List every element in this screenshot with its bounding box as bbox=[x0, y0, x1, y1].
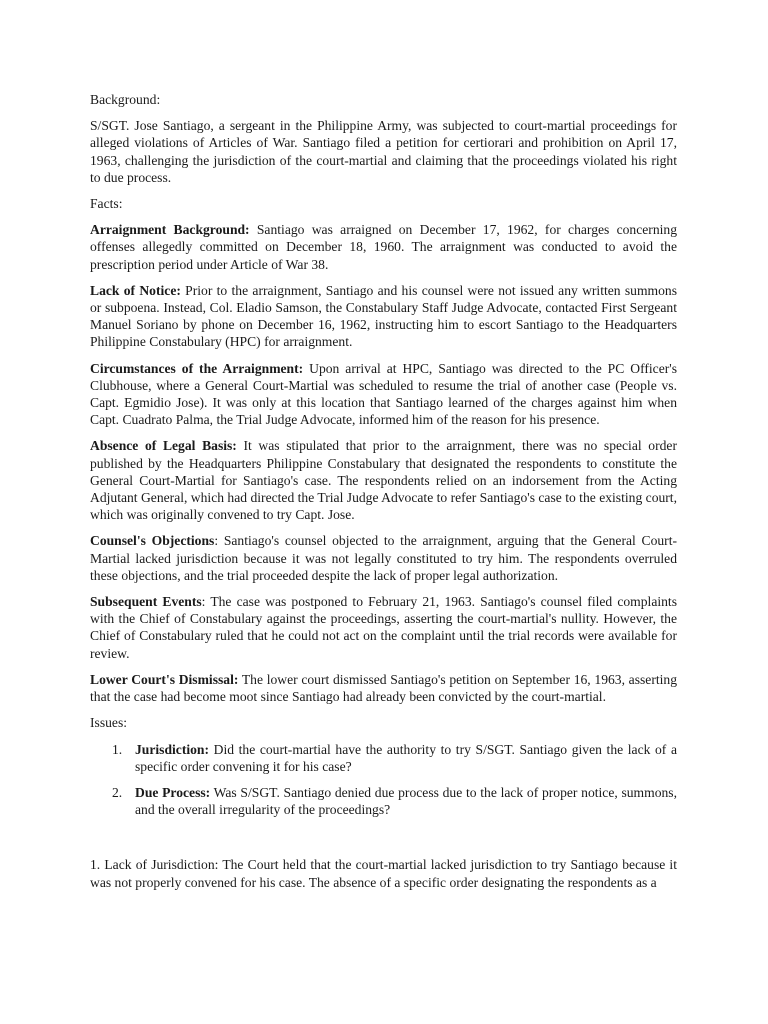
issue-item-jurisdiction bbox=[90, 741, 677, 775]
issues-list bbox=[90, 741, 677, 819]
fact-text: Upon arrival at HPC, Santiago was directed to the PC Officer's Clubhouse, where a General Court-Martial was scheduled to resume the trial of another case (People vs. Capt. Egmidio Jose). It was only at this location that Santiago learned of the charges against him when Capt. Cuadrato Palma, the Trial Judge Advocate, informed him of the reason for his presence. bbox=[90, 360, 677, 428]
issue-number: 1. bbox=[112, 741, 123, 757]
fact-title: Subsequent Events bbox=[90, 594, 202, 610]
fact-title: Arraignment Background: bbox=[90, 222, 250, 238]
document-body bbox=[90, 91, 677, 900]
fact-text: It was stipulated that prior to the arraignment, there was no special order published by the Headquarters Philippine Constabulary that designated the respondents to constitute the General Court-Martial for Santiago's case. The respondents relied on an indorsement from the Acting Adjutant General, which had directed the Trial Judge Advocate to refer Santiago's case to the existing court, which was originally convened to try Capt. Jose. bbox=[90, 438, 677, 523]
fact-title: Absence of Legal Basis: bbox=[90, 438, 237, 454]
fact-text: Santiago was arraigned on December 17, 1962, for charges concerning offenses allegedly committed on December 18, 1960. The arraignment was conducted to avoid the prescription period under Article of War 38. bbox=[90, 222, 677, 272]
fact-text: : The case was postponed to February 21, 1963. Santiago's counsel filed complaints with the Chief of Constabulary against the proceedings, asserting the court-martial's nullity. However, the Chief of Constabulary ruled that he could not act on the complaint until the trial records were available for review. bbox=[90, 594, 677, 661]
fact-text: Prior to the arraignment, Santiago and his counsel were not issued any written summons or subpoena. Instead, Col. Eladio Samson, the Constabulary Staff Judge Advocate, contacted First Sergeant Manuel Soriano by phone on December 16, 1962, instructing him to escort Santiago to the Headquarters Philippine Constabulary (HPC) for arraignment. bbox=[90, 282, 677, 350]
fact-title: Counsel's Objections bbox=[90, 533, 215, 549]
background-paragraph: S/SGT. Jose Santiago, a sergeant in the Philippine Army, was subjected to court-martial proceedings for alleged violations of Articles of War. Santiago filed a petition for certiorari and prohibition on April 17, 1963, challenging the jurisdiction of the court-martial and claiming that the proceedings violated his right to due process. bbox=[90, 118, 677, 185]
issue-text: Was S/SGT. Santiago denied due process due to the lack of proper notice, summons, and the overall irregularity of the proceedings? bbox=[135, 784, 677, 818]
fact-paragraph-subsequent-events bbox=[90, 593, 677, 662]
issue-number: 2. bbox=[112, 784, 123, 800]
fact-paragraph-lack-of-notice bbox=[90, 282, 677, 351]
fact-paragraph-circumstances bbox=[90, 360, 677, 429]
issue-title: Jurisdiction: bbox=[135, 741, 210, 757]
fact-paragraph-absence-of-legal-basis bbox=[90, 437, 677, 523]
section-spacer bbox=[90, 827, 677, 856]
fact-title: Lower Court's Dismissal: bbox=[90, 671, 239, 687]
issues-heading: Issues: bbox=[90, 715, 128, 731]
ruling-paragraph: 1. Lack of Jurisdiction: The Court held that the court-martial lacked jurisdiction to try Santiago because it was not properly convened for his case. The absence of a specific order designating the respondents as a bbox=[90, 857, 677, 890]
facts-heading: Facts: bbox=[90, 196, 123, 212]
fact-paragraph-lower-court-dismissal bbox=[90, 671, 677, 705]
issue-text: Did the court-martial have the authority to try S/SGT. Santiago given the lack of a specific order convening it for his case? bbox=[135, 741, 677, 774]
background-heading: Background: bbox=[90, 92, 161, 107]
fact-paragraph-counsels-objections bbox=[90, 532, 677, 584]
fact-title: Lack of Notice: bbox=[90, 282, 181, 298]
fact-title: Circumstances of the Arraignment: bbox=[90, 360, 304, 376]
fact-text: The lower court dismissed Santiago's petition on September 16, 1963, asserting that the case had become moot since Santiago had already been convicted by the court-martial. bbox=[90, 671, 678, 705]
issue-item-due-process bbox=[90, 784, 677, 818]
fact-paragraph-arraignment-background bbox=[90, 221, 677, 273]
issue-title: Due Process: bbox=[135, 784, 211, 800]
fact-text: : Santiago's counsel objected to the arraignment, arguing that the General Court-Martial lacked jurisdiction because it was not legally constituted to try him. The respondents overruled these objections, and the trial proceeded despite the lack of proper legal authorization. bbox=[90, 533, 677, 583]
